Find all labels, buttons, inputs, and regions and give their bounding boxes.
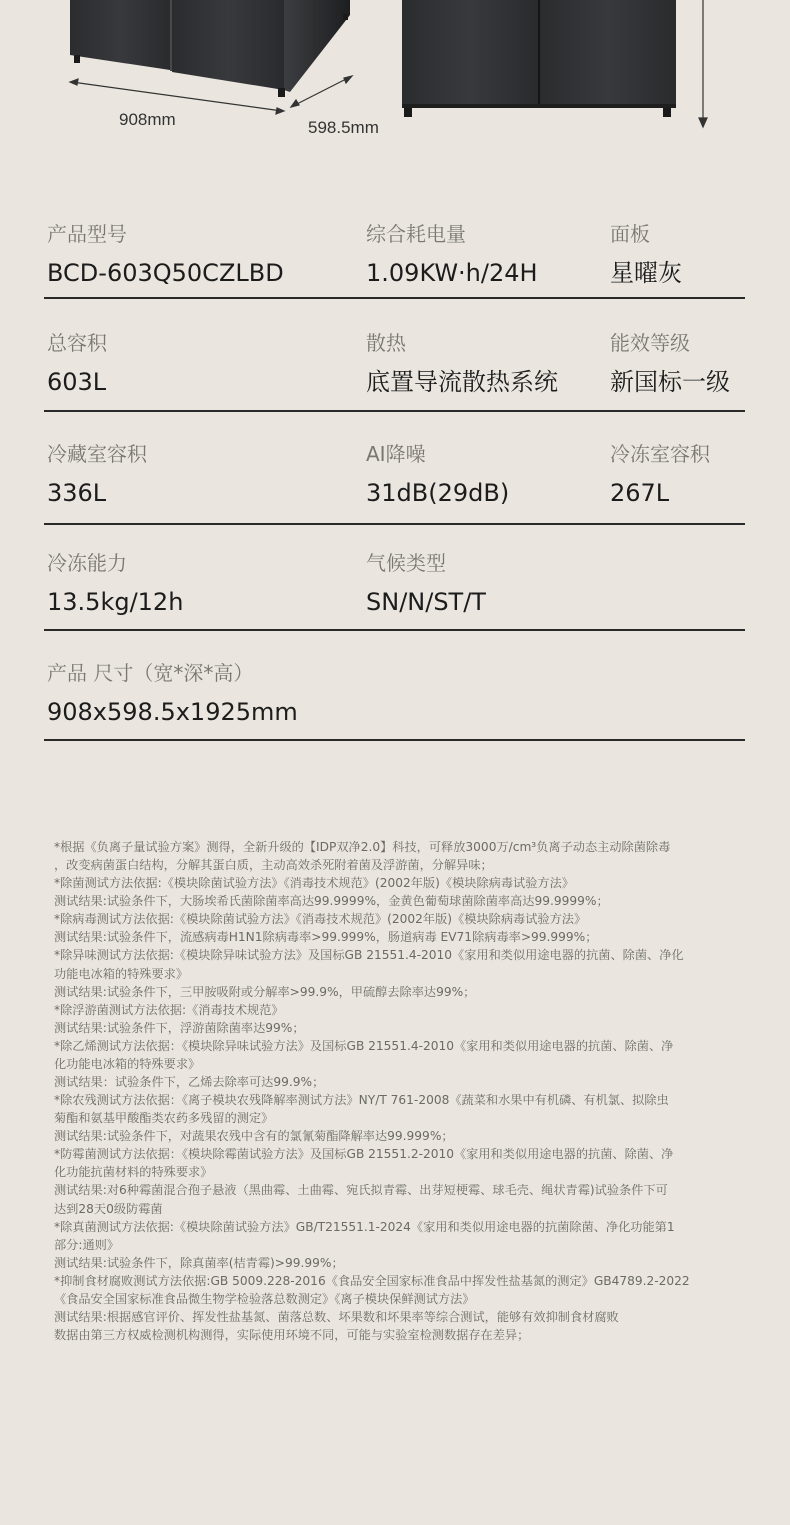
spec-row	[44, 299, 745, 412]
spec-label: 综合耗电量	[366, 222, 466, 246]
spec-value: 908x598.5x1925mm	[47, 698, 298, 726]
footnote-line: *除乙烯测试方法依据：《模块除异味试验方法》及国标GB 21551.4-2010《家用和类似用途电器的抗菌、除菌、净	[54, 1038, 674, 1053]
footnote-line: *除菌测试方法依据:《模块除菌试验方法》《消毒技术规范》(2002年版)《模块除病毒试验方法》	[54, 876, 574, 891]
footnote-line: 化功能电冰箱的特殊要求》	[54, 1056, 201, 1071]
spec-panel	[610, 222, 682, 288]
spec-total-capacity	[47, 331, 107, 397]
footnote-line: 测试结果:对6种霉菌混合孢子悬液（黑曲霉、土曲霉、宛氏拟青霉、出芽短梗霉、球毛壳、绳状青霉)试验条件下可	[54, 1183, 668, 1198]
spec-energy-rating	[610, 331, 730, 397]
spec-freezing-capacity	[47, 551, 183, 617]
footnote-line: 数据由第三方权威检测机构测得，实际使用环境不同，可能与实验室检测数据存在差异；	[54, 1328, 530, 1343]
footnote-line: *根据《负离子量试验方案》测得，全新升级的【IDP双净2.0】科技，可释放3000万/cm³负离子动态主动除菌除毒	[54, 840, 671, 854]
spec-power-consumption	[366, 222, 538, 288]
spec-label: 产品型号	[47, 222, 127, 246]
spec-row	[44, 631, 745, 741]
footnote-line: ，改变病菌蛋白结构，分解其蛋白质，主动高效杀死附着菌及浮游菌，分解异味；	[54, 858, 493, 873]
footnote-line: *除农残测试方法依据：《离子模块农残降解率测试方法》NY/T 761-2008《蔬菜和水果中有机磷、有机氯、拟除虫	[54, 1093, 669, 1108]
fridge-dimension-illustration	[0, 0, 790, 160]
footnote-line: 测试结果:试验条件下，三甲胺吸附或分解率>99.9%，甲硫醇去除率达99%；	[54, 984, 476, 999]
fridge-front-view	[402, 0, 676, 117]
spec-value: SN/N/ST/T	[366, 588, 486, 616]
spec-row	[44, 525, 745, 631]
height-arrow	[699, 0, 707, 127]
spec-climate-type	[366, 551, 486, 617]
footnote-line: *除浮游菌测试方法依据:《消毒技术规范》	[54, 1002, 284, 1017]
test-footnotes	[54, 838, 744, 1344]
footnote-line: 测试结果:试验条件下，对蔬果农残中含有的氯氰菊酯降解率达99.999%；	[54, 1129, 454, 1144]
width-dimension-label: 908mm	[119, 110, 176, 129]
spec-label: 气候类型	[366, 551, 446, 575]
spec-value: BCD-603Q50CZLBD	[47, 259, 284, 287]
footnote-line: 测试结果:试验条件下，大肠埃希氏菌除菌率高达99.9999%，金黄色葡萄球菌除菌率高达99.9999%；	[54, 894, 609, 909]
spec-row	[44, 412, 745, 525]
fridge-drawing	[0, 0, 790, 160]
footnote-line: 测试结果:试验条件下，浮游菌除菌率达99%；	[54, 1020, 305, 1035]
spec-value: 新国标一级	[610, 368, 730, 396]
footnote-line: 菊酯和氨基甲酸酯类农药多残留的测定》	[54, 1111, 274, 1126]
spec-label: 产品 尺寸（宽*深*高）	[47, 661, 254, 685]
spec-label: AI降噪	[366, 442, 426, 466]
spec-label: 冷藏室容积	[47, 442, 147, 466]
spec-noise	[366, 442, 509, 508]
spec-label: 散热	[366, 331, 406, 355]
spec-model	[47, 222, 284, 288]
spec-freezer-capacity	[610, 442, 710, 508]
spec-label: 能效等级	[610, 331, 690, 355]
spec-value: 336L	[47, 479, 107, 507]
spec-value: 13.5kg/12h	[47, 588, 184, 616]
spec-value: 1.09KW·h/24H	[366, 259, 538, 287]
footnote-line: 部分:通则》	[54, 1237, 120, 1252]
footnote-line: *防霉菌测试方法依据：《模块除霉菌试验方法》及国标GB 21551.2-2010《家用和类似用途电器的抗菌、除菌、净	[54, 1147, 674, 1162]
footnote-line: 测试结果：试验条件下，乙烯去除率可达99.9%；	[54, 1075, 325, 1090]
spec-fridge-capacity	[47, 442, 147, 508]
footnote-line: *除异味测试方法依据:《模块除异味试验方法》及国标GB 21551.4-2010《家用和类似用途电器的抗菌、除菌、净化	[54, 948, 684, 963]
spec-row	[44, 190, 745, 299]
footnote-line: 测试结果:试验条件下，流感病毒H1N1除病毒率>99.999%，肠道病毒 EV71除病毒率>99.999%；	[54, 930, 598, 945]
footnote-line: 测试结果:试验条件下，除真菌率(桔青霉)>99.99%；	[54, 1255, 344, 1270]
spec-dimensions	[47, 661, 298, 727]
spec-value: 星曜灰	[610, 259, 682, 287]
depth-dimension-label: 598.5mm	[308, 118, 379, 137]
spec-table	[44, 190, 745, 741]
spec-heat-dissipation	[366, 331, 558, 397]
fridge-perspective-view	[70, 0, 350, 97]
footnote-line: 测试结果:根据感官评价、挥发性盐基氮、菌落总数、坏果数和坏果率等综合测试，能够有效抑制食材腐败	[54, 1310, 619, 1325]
footnote-line: 化功能抗菌材料的特殊要求》	[54, 1165, 213, 1180]
footnote-line: 《食品安全国家标准食品微生物学检验落总数测定》《离子模块保鲜测试方法》	[54, 1291, 475, 1306]
spec-label: 冷冻室容积	[610, 442, 710, 466]
spec-value: 底置导流散热系统	[366, 368, 558, 396]
depth-arrow	[291, 76, 352, 107]
spec-label: 总容积	[47, 331, 107, 355]
footnote-line: 达到28天0级防霉菌	[54, 1201, 163, 1216]
footnote-line: *抑制食材腐败测试方法依据:GB 5009.228-2016《食品安全国家标准食品中挥发性盐基氮的测定》GB4789.2-2022	[54, 1273, 690, 1288]
spec-value: 603L	[47, 368, 107, 396]
spec-label: 面板	[610, 222, 650, 246]
spec-value: 31dB(29dB)	[366, 479, 510, 507]
spec-value: 267L	[610, 479, 670, 507]
spec-label: 冷冻能力	[47, 551, 127, 575]
footnote-line: *除病毒测试方法依据:《模块除菌试验方法》《消毒技术规范》(2002年版)《模块除病毒试验方法》	[54, 912, 587, 927]
footnote-line: *除真菌测试方法依据:《模块除菌试验方法》GB/T21551.1-2024《家用和类似用途电器的抗菌除菌、净化功能第1	[54, 1219, 675, 1234]
footnote-line: 功能电冰箱的特殊要求》	[54, 966, 189, 981]
